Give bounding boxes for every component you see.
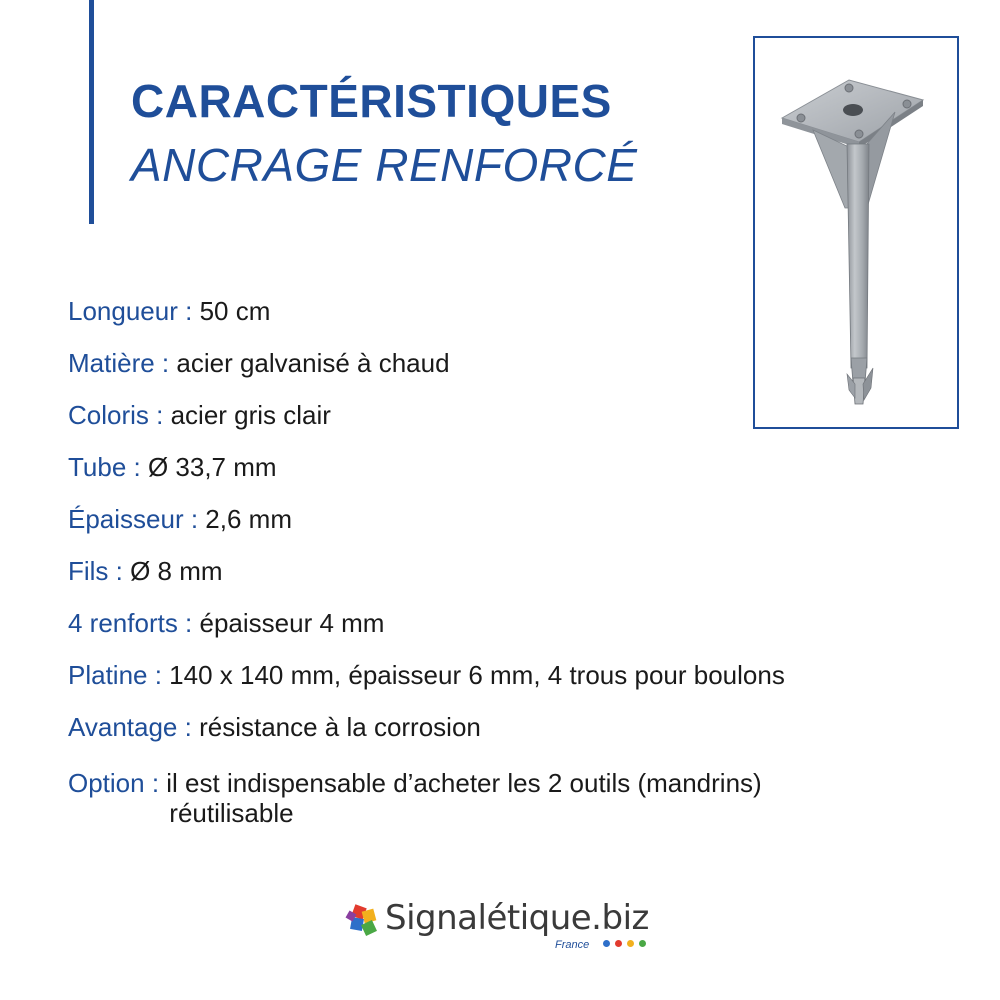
spec-item-avantage	[68, 708, 968, 760]
spec-item-fils	[68, 552, 968, 604]
spec-label: Platine :	[68, 660, 170, 690]
spec-list	[68, 292, 968, 828]
spec-item-matiere	[68, 344, 968, 396]
spec-label: 4 renforts :	[68, 608, 200, 638]
spec-label: Longueur :	[68, 296, 200, 326]
brand-dot	[603, 940, 610, 947]
spec-label: Tube :	[68, 452, 148, 482]
spec-label: Fils :	[68, 556, 131, 586]
spec-item-longueur	[68, 292, 968, 344]
page-title: CARACTÉRISTIQUES	[131, 75, 612, 127]
spec-value: Ø 33,7 mm	[147, 452, 277, 482]
option-line-1: il est indispensable d’acheter les 2 outils (mandrins)	[166, 768, 762, 798]
spec-value	[166, 764, 761, 828]
spec-item-tube	[68, 448, 968, 500]
spec-label: Matière :	[68, 348, 177, 378]
brand-logo	[345, 898, 665, 958]
spec-value: résistance à la corrosion	[199, 712, 481, 742]
spec-label: Avantage :	[68, 712, 200, 742]
spec-label: Épaisseur :	[68, 504, 206, 534]
page-subtitle: ANCRAGE RENFORCÉ	[131, 139, 638, 191]
option-line-2: réutilisable	[169, 798, 294, 828]
spec-item-option	[68, 764, 968, 828]
spec-item-platine	[68, 656, 968, 708]
spec-value: épaisseur 4 mm	[199, 608, 385, 638]
brand-dot	[627, 940, 634, 947]
title-accent-bar	[89, 0, 94, 224]
spec-value: 50 cm	[199, 296, 271, 326]
spec-value: 2,6 mm	[205, 504, 292, 534]
spec-value: acier gris clair	[170, 400, 331, 430]
spec-value: Ø 8 mm	[130, 556, 223, 586]
brand-dots	[603, 940, 646, 947]
spec-item-epaisseur	[68, 500, 968, 552]
brand-mark-icon	[345, 902, 383, 940]
spec-label: Option :	[68, 768, 167, 798]
brand-dot	[615, 940, 622, 947]
spec-value: 140 x 140 mm, épaisseur 6 mm, 4 trous pour boulons	[169, 660, 785, 690]
brand-name: Signalétique.biz	[385, 898, 649, 938]
spec-item-coloris	[68, 396, 968, 448]
spec-value: acier galvanisé à chaud	[176, 348, 450, 378]
spec-item-renforts	[68, 604, 968, 656]
brand-country: France	[555, 939, 590, 951]
brand-dot	[639, 940, 646, 947]
spec-label: Coloris :	[68, 400, 171, 430]
